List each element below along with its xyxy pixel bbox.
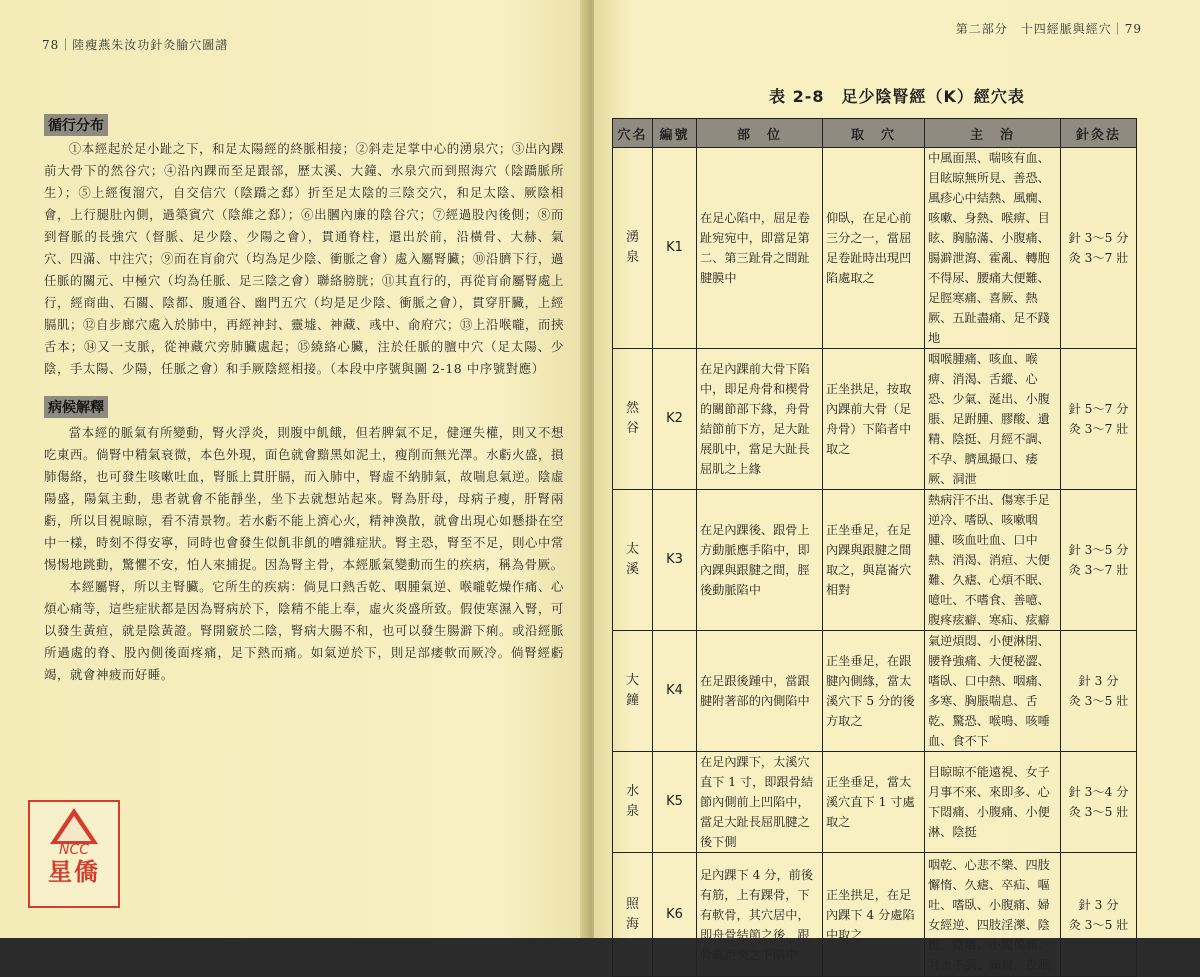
table-header-row bbox=[613, 119, 1137, 148]
section-heading-symptoms: 病候解釋 bbox=[44, 396, 108, 418]
left-page-header: 78｜陸瘦燕朱汝功針灸腧穴圖譜 bbox=[42, 38, 229, 52]
cell-method: 正坐垂足，在跟腱內側緣，當太溪穴下 5 分的後方取之 bbox=[823, 631, 925, 752]
col-header-acu: 針灸法 bbox=[1061, 119, 1137, 148]
cell-code: K5 bbox=[653, 752, 697, 853]
col-header-code: 編號 bbox=[653, 119, 697, 148]
cell-code: K4 bbox=[653, 631, 697, 752]
cell-name: 照海 bbox=[613, 853, 653, 977]
section-heading-distribution: 循行分布 bbox=[44, 114, 108, 136]
cell-method: 仰臥，在足心前三分之一，當屈足卷趾時出現凹陷處取之 bbox=[823, 148, 925, 349]
stamp-brand-text: 星僑 bbox=[48, 857, 100, 886]
cell-location: 在足內踝下，太溪穴直下 1 寸，即跟骨結節內側前上凹陷中，當足大趾長屈肌腱之後下側 bbox=[697, 752, 823, 853]
cell-indication: 咽喉腫痛、咳血、喉痹、消渴、舌縱、心恐、少氣、涎出、小腹脹、足跗腫、膠酸、遺精、陰挺、月經不調、不孕、臍風撮口、痿厥、洞泄 bbox=[925, 349, 1061, 490]
cell-acu: 針 5～7 分 灸 3～7 壯 bbox=[1061, 349, 1137, 490]
cell-acu: 針 3～4 分 灸 3～5 壯 bbox=[1061, 752, 1137, 853]
cell-code: K3 bbox=[653, 490, 697, 631]
col-header-indication: 主 治 bbox=[925, 119, 1061, 148]
table-row bbox=[613, 853, 1137, 977]
cell-acu: 針 3 分 灸 3～5 壯 bbox=[1061, 853, 1137, 977]
col-header-location: 部 位 bbox=[697, 119, 823, 148]
cell-method: 正坐垂足，當太溪穴直下 1 寸處取之 bbox=[823, 752, 925, 853]
cell-acu: 針 3～5 分 灸 3～7 壯 bbox=[1061, 148, 1137, 349]
col-header-name: 穴名 bbox=[613, 119, 653, 148]
cell-acu: 針 3 分 灸 3～5 壯 bbox=[1061, 631, 1137, 752]
cell-acu: 針 3～5 分 灸 3～7 壯 bbox=[1061, 490, 1137, 631]
table-row bbox=[613, 148, 1137, 349]
paragraph-distribution: ①本經起於足小趾之下，和足太陽經的終脈相接；②斜走足掌中心的湧泉穴；③出內踝前大骨下的然谷穴；④沿內踝而至足跟部，歷太溪、大鐘、水泉穴而到照海穴（陰蹻脈所生）；⑤上經復溜穴，自交信穴（陰蹻之郄）折至足太陰的三陰交穴，和足太陰、厥陰相會，上行腿肚內側，過築賓穴（陰維之郄）；⑥出膕內廉的陰谷穴；⑦經過股內後側；⑧而到督脈的長強穴（督脈、足少陰、少陽之會），貫通脊柱，還出於前，沿橫骨、大赫、氣穴、四滿、中注穴；⑨而在肓俞穴（均為足少陰、衝脈之會）處入屬腎臟；⑩沿臍下行，過任脈的關元、中極穴（均為任脈、足三陰之會）聯絡膀胱；⑪其直行的，再從肓俞屬腎處上行，經商曲、石關、陰都、腹通谷、幽門五穴（均是足少陰、衝脈之會），貫穿肝臟，上經膈肌；⑫自步廊穴處入於肺中，再經神封、靈墟、神藏、彧中、俞府穴；⑬上沿喉嚨，而挾舌本；⑭又一支脈，從神藏穴旁肺臟處起；⑮繞絡心臟，注於任脈的膻中穴（足太陽、少陰，手太陽、少陽，任脈之會）和手厥陰經相接。（本段中序號與圖 2-18 中序號對應） bbox=[44, 141, 564, 376]
cell-indication: 咽乾、心悲不樂、四肢懈惰、久瘧、卒疝、嘔吐、嗜臥、小腹痛、婦女經逆、四肢淫濼、陰挺、陰癢、小腹偏痛、月水不調、癲癇、夜眠 bbox=[925, 853, 1061, 977]
cell-indication: 中風面黑、喘咳有血、目眩晾無所見、善恐、風疹心中結熱、風癇、咳嗽、身熱、喉痹、目眩、胸脇滿、小腹痛、腸澼泄瀉、霍亂、轉胞不得尿、腰痛大便難、足脛寒痛、喜厥、熱厥、五趾盡痛、足不踐地 bbox=[925, 148, 1061, 349]
acupoint-table bbox=[612, 118, 1137, 977]
cell-name: 湧泉 bbox=[613, 148, 653, 349]
right-page bbox=[594, 0, 1200, 972]
cell-code: K1 bbox=[653, 148, 697, 349]
paragraph-symptoms-2: 本經屬腎，所以主腎臟。它所生的疾病：倘見口熱舌乾、咽腫氣逆、喉嚨乾燥作痛、心煩心痛等，這些症狀都是因為腎病於下，陰精不能上奉，虛火炎盛所致。假使寒濕入腎，可以發生黃疸，就是陰黃證。腎開竅於二陰，腎病大腸不和，也可以發生腸澼下痢。或沿經脈所過處的脊、股內側後面疼痛，足下熱而痛。如氣逆於下，則足部痿軟而厥冷。倘腎經虧竭，就會神疲而好睡。 bbox=[44, 579, 564, 682]
cell-location: 在足心陷中，屈足卷趾宛宛中，即當足第二、第三趾骨之間趾腱膜中 bbox=[697, 148, 823, 349]
cell-location: 在足內踝後、跟骨上方動脈應手陷中，即內踝與跟腱之間，脛後動脈陷中 bbox=[697, 490, 823, 631]
cell-indication: 熱病汗不出、傷寒手足逆冷、嗜臥、咳嗽咽腫、咳血吐血、口中熱、消渴、消疸、大便難、久瘧、心煩不眠、噫吐、不嗜食、善噫、腹疼痃癖、寒疝、痃癖 bbox=[925, 490, 1061, 631]
table-row bbox=[613, 349, 1137, 490]
cell-name: 大鐘 bbox=[613, 631, 653, 752]
stamp-triangle-icon bbox=[50, 808, 98, 844]
col-header-method: 取 穴 bbox=[823, 119, 925, 148]
table-row bbox=[613, 490, 1137, 631]
left-page bbox=[0, 0, 592, 938]
cell-location: 足內踝下 4 分，前後有筋，上有踝骨，下有軟骨，其穴居中，即舟骨結節之後，跟骨載距突之下陷中 bbox=[697, 853, 823, 977]
cell-location: 在足跟後踵中，當跟腱附著部的內側陷中 bbox=[697, 631, 823, 752]
table-title: 表 2-8 足少陰腎經（K）經穴表 bbox=[769, 87, 1025, 106]
cell-method: 正坐拱足，按取內踝前大骨（足舟骨）下陷者中取之 bbox=[823, 349, 925, 490]
watermark-stamp bbox=[28, 800, 120, 908]
cell-name: 水泉 bbox=[613, 752, 653, 853]
stamp-ncc-text: NCC bbox=[58, 842, 90, 858]
cell-indication: 目晾晾不能遠視、女子月事不來、來即多、心下悶痛、小腹痛、小便淋、陰挺 bbox=[925, 752, 1061, 853]
cell-code: K2 bbox=[653, 349, 697, 490]
paragraph-symptoms-1: 當本經的脈氣有所變動，腎火浮炎，則腹中飢餓，但若脾氣不足，健運失權，則又不想吃東西。倘腎中精氣衰微，本色外現，面色就會黯黑如泥土，瘦削而無光澤。水虧火盛，損肺傷絡，也可發生咳嗽吐血，腎脈上貫肝膈，而入肺中，腎虛不納肺氣，故喘息氣逆。陰虛陽盛，陽氣主動，患者就會不能靜坐，坐下去就想站起來。腎為肝母，母病子瘦，肝腎兩虧，所以目視晾晾，看不清景物。若水虧不能上濟心火，精神渙散，就會出現心如懸掛在空中一樣，時刻不得安寧，同時也會發生似飢非飢的嘈雜症狀。腎主恐，腎至不足，則心中常惕惕地跳動，驚懼不安，怕人來捕捉。因為腎主骨，本經脈氣變動而生的疾病，稱為骨厥。 bbox=[44, 425, 564, 572]
cell-code: K6 bbox=[653, 853, 697, 977]
right-page-header: 第二部分 十四經脈與經穴｜79 bbox=[955, 22, 1142, 36]
cell-method: 正坐拱足，在足內踝下 4 分處陷中取之 bbox=[823, 853, 925, 977]
cell-name: 太溪 bbox=[613, 490, 653, 631]
cell-method: 正坐垂足，在足內踝與跟腱之間取之，與崑崙穴相對 bbox=[823, 490, 925, 631]
cell-indication: 氣逆煩悶、小便淋閉、腰脊強痛、大便秘澀、嗜臥、口中熱、咽痛、多寒、胸脹喘息、舌乾、驚恐、喉鳴、咳唾血、食不下 bbox=[925, 631, 1061, 752]
table-row bbox=[613, 752, 1137, 853]
cell-name: 然谷 bbox=[613, 349, 653, 490]
cell-location: 在足內踝前大骨下陷中，即足舟骨和楔骨的關節部下緣，舟骨結節前下方，足大趾展肌中，當足大趾長屈肌之上緣 bbox=[697, 349, 823, 490]
table-row bbox=[613, 631, 1137, 752]
